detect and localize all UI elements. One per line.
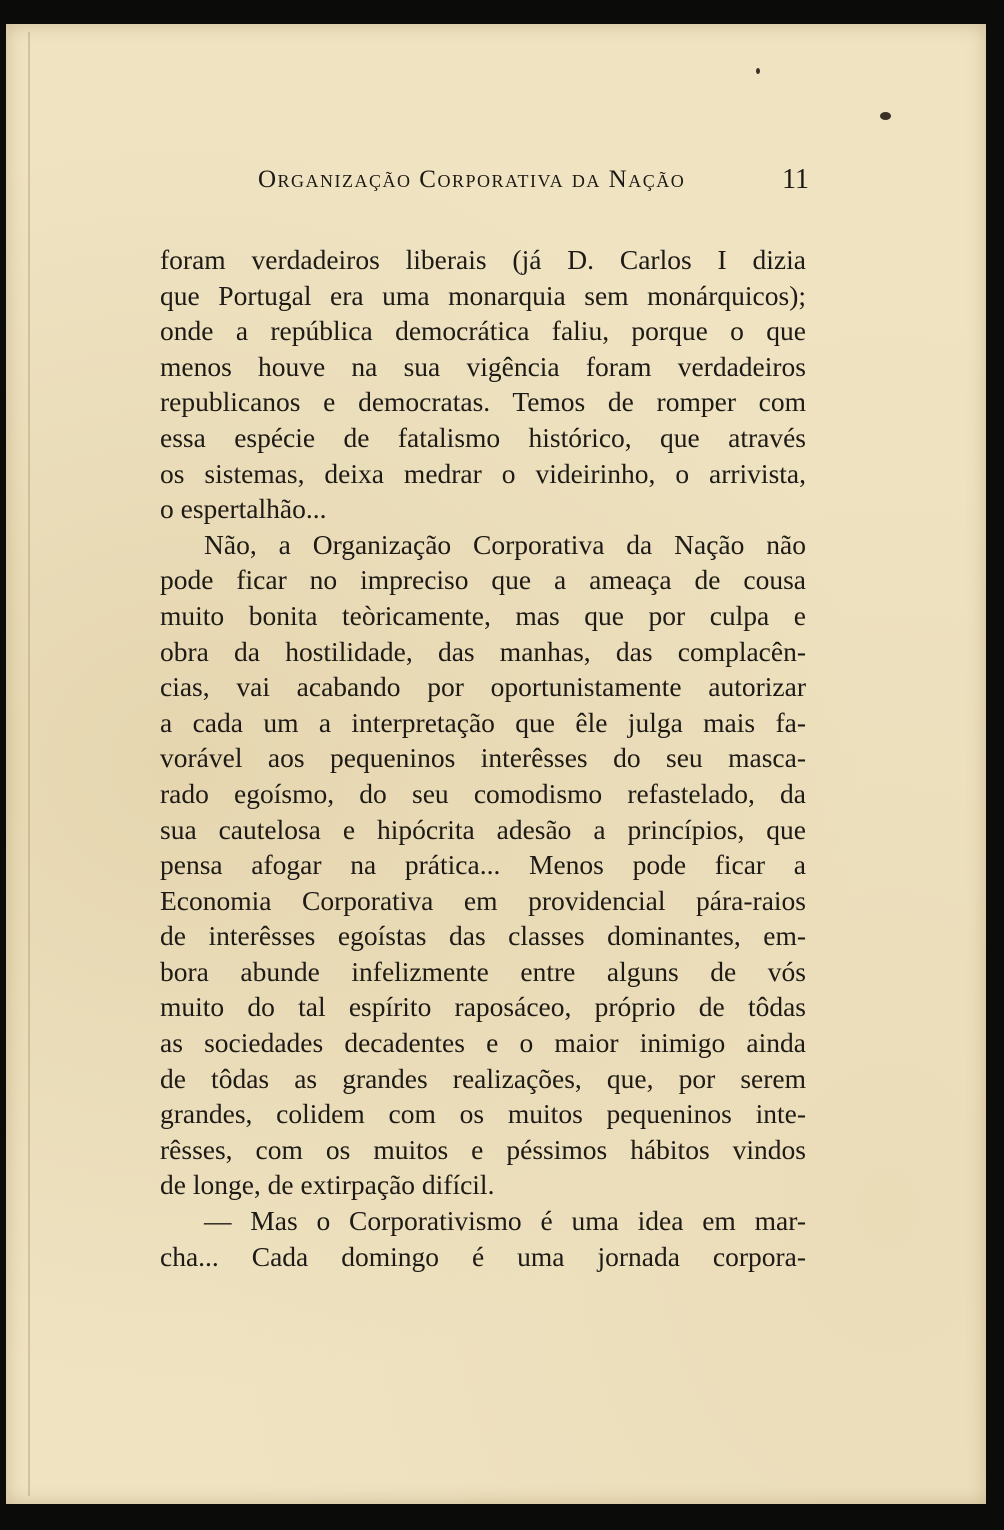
text-line: pode ficar no impreciso que a ameaça de cousa: [160, 564, 806, 596]
text-line: a cada um a interpretação que êle julga mais fa-: [160, 706, 806, 738]
text-line: de longe, de extirpação difícil.: [160, 1169, 495, 1201]
text-line: as sociedades decadentes e o maior inimigo ainda: [160, 1027, 806, 1059]
text-line: menos houve na sua vigência foram verdadeiros: [160, 350, 806, 382]
text-line: muito do tal espírito raposáceo, próprio de tôdas: [160, 991, 806, 1023]
text-line: cha... Cada domingo é uma jornada corpora-: [160, 1240, 806, 1272]
text-line: bora abunde infelizmente entre alguns de vós: [160, 955, 806, 987]
text-line: pensa afogar na prática... Menos pode ficar a: [160, 849, 806, 881]
text-line: que Portugal era uma monarquia sem monárquicos);: [160, 279, 806, 311]
text-line: foram verdadeiros liberais (já D. Carlos I dizia: [160, 244, 806, 275]
page-number: 11: [782, 164, 809, 195]
text-line: republicanos e democratas. Temos de romper com: [160, 386, 806, 418]
text-line: os sistemas, deixa medrar o videirinho, o arrivista,: [160, 457, 806, 489]
text-line: de tôdas as grandes realizações, que, por serem: [160, 1062, 806, 1094]
running-head-title: Organização Corporativa da Nação: [258, 166, 686, 193]
text-line: vorável aos pequeninos interêsses do seu masca-: [160, 742, 806, 774]
text-line: Não, a Organização Corporativa da Nação não: [204, 528, 806, 560]
text-line: — Mas o Corporativismo é uma idea em mar-: [204, 1205, 806, 1237]
text-line: onde a república democrática faliu, porque o que: [160, 315, 806, 347]
text-line: cias, vai acabando por oportunistamente autorizar: [160, 671, 806, 703]
page-fold-edge: [28, 32, 30, 1496]
text-line: o espertalhão...: [160, 493, 327, 525]
text-line: obra da hostilidade, das manhas, das complacên-: [160, 635, 806, 667]
text-line: de interêsses egoístas das classes dominantes, em-: [160, 920, 806, 952]
text-line: rêsses, com os muitos e péssimos hábitos vindos: [160, 1133, 806, 1165]
text-line: Economia Corporativa em providencial pára-raios: [160, 884, 806, 916]
body-text: [160, 242, 806, 1274]
text-line: essa espécie de fatalismo histórico, que através: [160, 421, 806, 453]
ink-speck: [756, 68, 760, 74]
text-line: rado egoísmo, do seu comodismo refastelado, da: [160, 777, 806, 809]
text-line: grandes, colidem com os muitos pequeninos inte-: [160, 1098, 806, 1130]
text-line: muito bonita teòricamente, mas que por culpa e: [160, 599, 806, 631]
ink-speck: [880, 112, 891, 120]
text-line: sua cautelosa e hipócrita adesão a princípios, que: [160, 813, 806, 845]
